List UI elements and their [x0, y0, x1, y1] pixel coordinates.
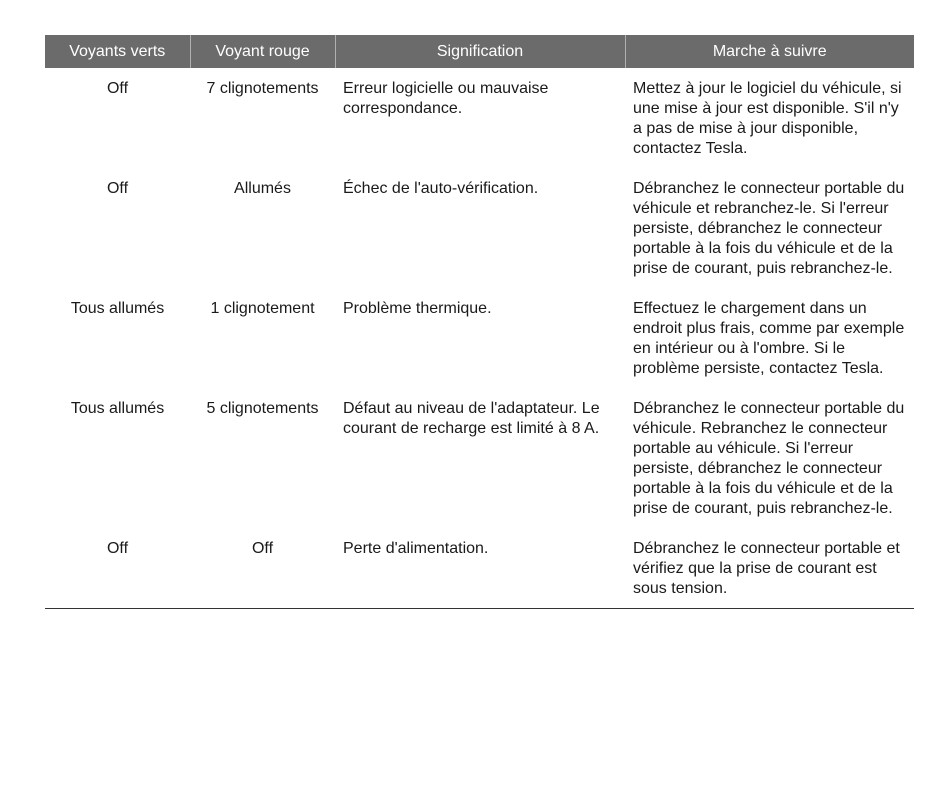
table-row	[45, 388, 914, 528]
cell-red: 5 clignotements	[206, 400, 319, 417]
table-header	[45, 35, 914, 68]
cell-green: Tous allumés	[70, 400, 165, 417]
header-action: Marche à suivre	[625, 35, 914, 68]
header-meaning: Signification	[335, 35, 625, 68]
cell-meaning: Échec de l'auto-vérification.	[343, 180, 539, 197]
cell-action: Débranchez le connecteur portable du véhicule et rebranchez-le. Si l'erreur persiste, débranchez le connecteur portable à la fois du véhicule et de la prise de courant, puis rebranchez-le.	[633, 180, 905, 277]
cell-green: Off	[45, 528, 190, 609]
cell-green: Off	[106, 80, 129, 97]
header-row	[45, 35, 914, 68]
cell-green: Off	[106, 180, 129, 197]
table-row	[45, 168, 914, 288]
cell-action: Effectuez le chargement dans un endroit plus frais, comme par exemple en intérieur ou à l'ombre. Si le problème persiste, contactez Tesla.	[633, 300, 905, 377]
cell-action: Mettez à jour le logiciel du véhicule, si une mise à jour est disponible. S'il n'y a pas de mise à jour disponible, contactez Tesla.	[633, 80, 902, 157]
cell-green: Tous allumés	[70, 300, 165, 317]
table-body	[45, 68, 914, 609]
cell-red: Allumés	[234, 180, 291, 197]
table-row	[45, 528, 914, 609]
status-lights-table	[45, 35, 914, 609]
cell-meaning: Défaut au niveau de l'adaptateur. Le courant de recharge est limité à 8 A.	[343, 400, 600, 437]
header-red-light: Voyant rouge	[190, 35, 335, 68]
table-row	[45, 68, 914, 168]
cell-meaning: Perte d'alimentation.	[335, 528, 625, 609]
cell-red: Off	[190, 528, 335, 609]
cell-meaning: Erreur logicielle ou mauvaise correspondance.	[343, 80, 549, 117]
header-green-lights: Voyants verts	[45, 35, 190, 68]
table-row	[45, 288, 914, 388]
cell-action: Débranchez le connecteur portable et vérifiez que la prise de courant est sous tension.	[625, 528, 914, 609]
cell-meaning: Problème thermique.	[343, 300, 492, 317]
cell-action: Débranchez le connecteur portable du véhicule. Rebranchez le connecteur portable au véhicule. Si l'erreur persiste, débranchez le connecteur portable à la fois du véhicule et de la prise de courant, puis rebranchez-le.	[633, 400, 905, 517]
cell-red: 1 clignotement	[210, 300, 315, 317]
cell-red: 7 clignotements	[206, 80, 319, 97]
